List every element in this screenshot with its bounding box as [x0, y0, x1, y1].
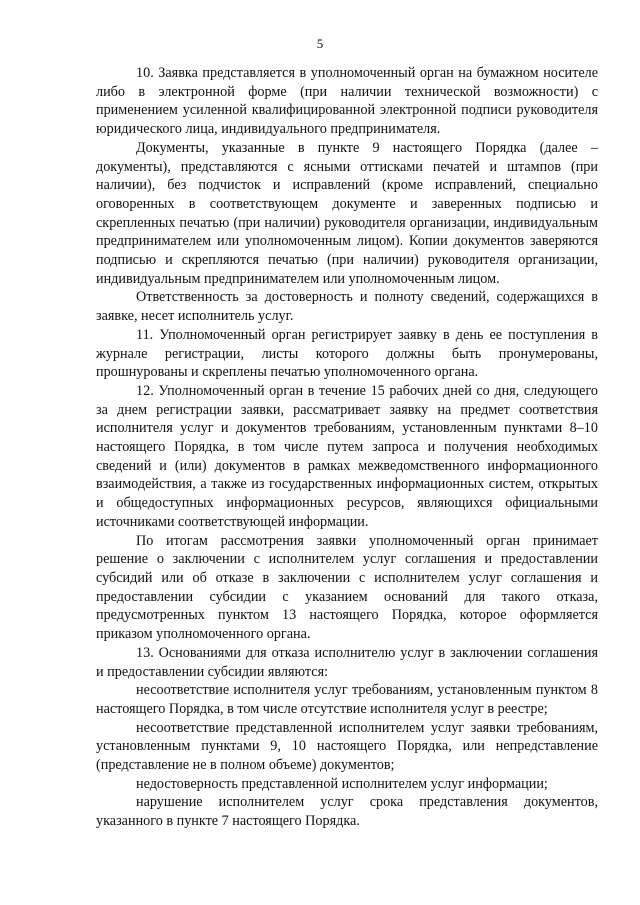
page-number: 5 — [316, 36, 324, 51]
paragraph-responsibility: Ответственность за достоверность и полноту сведений, содержащихся в заявке, несет исполнитель услуг. — [96, 289, 598, 325]
refusal-ground-item: нарушение исполнителем услуг срока представления документов, указанного в пункте 7 настоящего Порядка. — [96, 794, 598, 830]
document-body — [96, 64, 598, 831]
refusal-ground-item: несоответствие представленной исполнителем услуг заявки требованиям, установленным пунктами 9, 10 настоящего Порядка, или непредставление (представление не в полном объеме) документов; — [96, 719, 598, 774]
refusal-ground-item: недостоверность представленной исполнителем услуг информации; — [136, 775, 548, 792]
refusal-ground-item: несоответствие исполнителя услуг требованиям, установленным пунктом 8 настоящего Порядка, в том числе отсутствие исполнителя услуг в реестре; — [96, 682, 598, 717]
paragraph-decision: По итогам рассмотрения заявки уполномоченный орган принимает решение о заключении с исполнителем услуг соглашения и предоставлении субсидий или об отказе в заключении с исполнителем услуг соглашения и предоставлении субсидии с указанием оснований для такого отказа, предусмотренных пунктом 13 настоящего Порядка, которое оформляется приказом уполномоченного органа. — [96, 532, 598, 643]
paragraph-10-application: 10. Заявка представляется в уполномоченный орган на бумажном носителе либо в электронной форме (при наличии технической возможности) с применением усиленной квалифицированной электронной подписи руководителя юридического лица, индивидуального предпринимателя. — [96, 65, 598, 138]
paragraph-11-registration: 11. Уполномоченный орган регистрирует заявку в день ее поступления в журнале регистрации, листы которого должны быть пронумерованы, прошнурованы и скреплены печатью уполномоченного органа. — [96, 326, 598, 381]
paragraph-documents-requirements: Документы, указанные в пункте 9 настоящего Порядка (далее – документы), представляются с ясными оттисками печатей и штампов (при наличии), без подчисток и исправлений (кроме исправлений, специально оговоренных в соответствующем документе и заверенных подписью и скрепленных печатью (при наличии) руководителя организации, индивидуальным предпринимателем или уполномоченным лицом). Копии документов заверяются подписью и скрепляются печатью (при наличии) руководителя организации, индивидуальным предпринимателем или уполномоченным лицом. — [96, 139, 598, 287]
paragraph-12-review: 12. Уполномоченный орган в течение 15 рабочих дней со дня, следующего за днем регистрации заявки, рассматривает заявку на предмет соответствия исполнителя услуг и документов требованиям, установленным пунктами 8–10 настоящего Порядка, в том числе путем запроса и получения необходимых сведений и (или) документов в рамках межведомственного информационного взаимодействия, а также из государственных информационных систем, открытых и общедоступных информационных ресурсов, являющихся официальными источниками соответствующей информации. — [96, 382, 598, 530]
paragraph-13-refusal-grounds: 13. Основаниями для отказа исполнителю услуг в заключении соглашения и предоставлении субсидии являются: — [96, 644, 598, 680]
